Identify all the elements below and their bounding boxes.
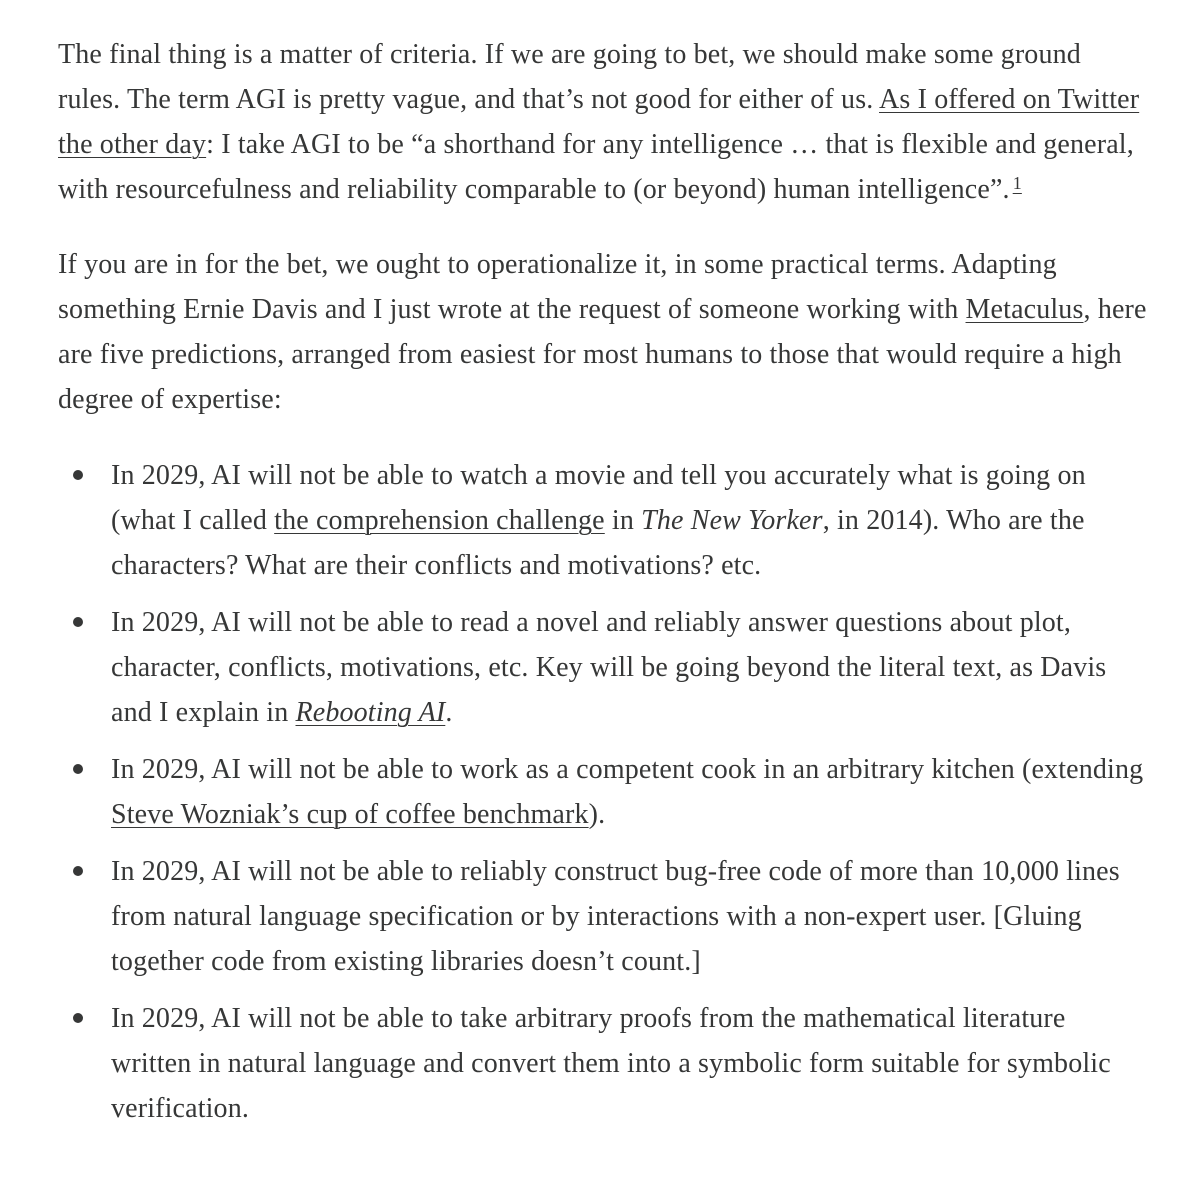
list-item xyxy=(58,849,1149,984)
bullet-icon xyxy=(73,764,83,774)
twitter-link[interactable]: As I offered on Twitter the other day xyxy=(58,84,1140,160)
paragraph-text: The final thing is a matter of criteria. If we are going to bet, we should make some ground rules. The term AGI is pretty vague, and that’s not good for either of us. xyxy=(58,39,1081,115)
list-item xyxy=(58,747,1149,837)
prediction-text: In 2029, AI will not be able to reliably construct bug-free code of more than 10,000 lines from natural language specification or by interactions with a non-expert user. [Gluing together code from existing libraries doesn’t count.] xyxy=(111,856,1120,977)
prediction-text: In 2029, AI will not be able to work as a competent cook in an arbitrary kitchen (extending xyxy=(111,754,1144,785)
bullet-icon xyxy=(73,617,83,627)
footnote-link[interactable]: 1 xyxy=(1012,173,1022,193)
metaculus-link[interactable]: Metaculus xyxy=(965,294,1084,325)
bullet-icon xyxy=(73,470,83,480)
coffee-benchmark-link[interactable]: Steve Wozniak’s cup of coffee benchmark xyxy=(111,799,589,830)
prediction-text: . xyxy=(445,697,453,728)
paragraph-text: , here are five predictions, arranged from easiest for most humans to those that would require a high degree of expertise: xyxy=(58,294,1147,415)
paragraph-text: : I take AGI to be “a shorthand for any intelligence … that is flexible and general, with resourcefulness and reliability comparable to (or beyond) human intelligence”. xyxy=(58,129,1134,205)
list-item xyxy=(58,600,1149,735)
list-item xyxy=(58,453,1149,588)
prediction-text: In 2029, AI will not be able to read a novel and reliably answer questions about plot, character, conflicts, motivations, etc. Key will be going beyond the literal text, as Davis and I explain in xyxy=(111,607,1107,728)
prediction-text: in xyxy=(604,505,642,536)
paragraph-operationalize xyxy=(58,242,1149,422)
prediction-text: In 2029, AI will not be able to take arbitrary proofs from the mathematical literature written in natural language and convert them into a symbolic form suitable for symbolic verification. xyxy=(111,1003,1111,1124)
predictions-list xyxy=(58,453,1149,1131)
list-item xyxy=(58,996,1149,1131)
rebooting-ai-link[interactable] xyxy=(296,697,446,728)
prediction-text: ). xyxy=(588,799,606,830)
bullet-icon xyxy=(73,1013,83,1023)
comprehension-challenge-link[interactable]: the comprehension challenge xyxy=(274,505,605,536)
publication-title: The New Yorker xyxy=(641,505,823,536)
paragraph-agi-criteria xyxy=(58,32,1149,212)
book-title: Rebooting AI xyxy=(295,697,446,728)
prediction-text: In 2029, AI will not be able to watch a movie and tell you accurately what is going on (what I called xyxy=(111,460,1086,536)
bullet-icon xyxy=(73,866,83,876)
prediction-text: , in 2014). Who are the characters? What are their conflicts and motivations? etc. xyxy=(111,505,1085,581)
paragraph-text: If you are in for the bet, we ought to operationalize it, in some practical terms. Adapting something Ernie Davis and I just wrote at the request of someone working with xyxy=(58,249,1057,325)
